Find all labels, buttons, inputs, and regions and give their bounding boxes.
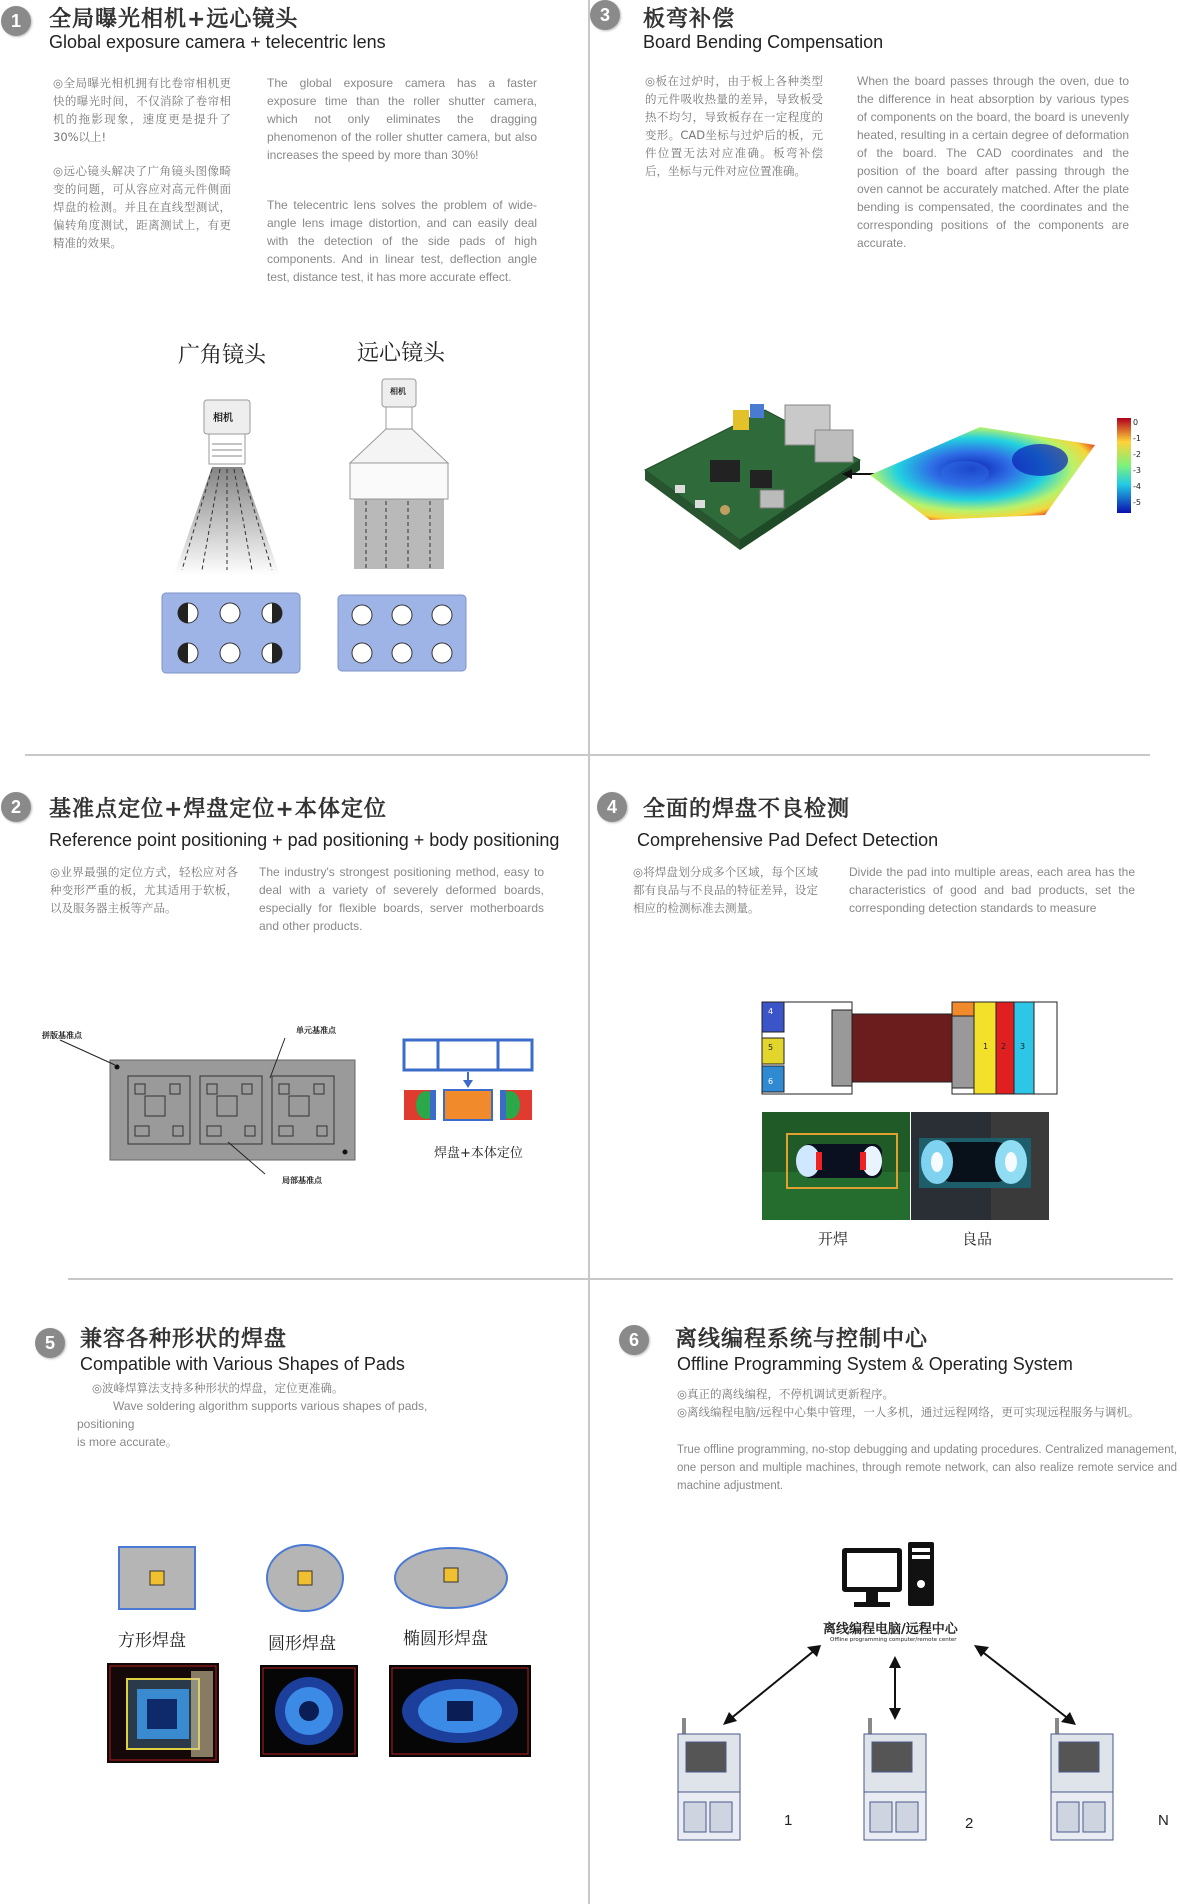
camera-label-wide: 相机 <box>213 413 233 424</box>
remote-center-sublabel: Offline programming computer/remote center <box>830 1637 957 1643</box>
wide-angle-lens-label: 广角镜头 <box>178 343 267 368</box>
open-solder-inspection-image <box>762 1112 910 1220</box>
remote-center-label: 离线编程电脑/远程中心 <box>823 1622 958 1637</box>
wide-angle-camera-diagram <box>150 395 310 675</box>
section-5-title-zh: 兼容各种形状的焊盘 <box>80 1327 288 1352</box>
section-3-title-zh: 板弯补偿 <box>643 7 736 32</box>
section-3-zh-paragraph: ◎板在过炉时，由于板上各种类型的元件吸收热量的差异，导致板受热不均匀，导致板存在一定程度的变形。CAD坐标与过炉后的板，元件位置无法对应准确。板弯补偿后，坐标与元件对应位置准确。 <box>645 74 823 178</box>
aoi-machine-2 <box>860 1718 930 1843</box>
square-pad-shape <box>118 1546 198 1612</box>
telecentric-lens-label: 远心镜头 <box>357 341 446 366</box>
pad-area-6: 6 <box>768 1077 774 1086</box>
pad-body-positioning-label: 焊盘+本体定位 <box>434 1146 523 1161</box>
section-2-en-paragraph: The industry's strongest positioning method, easy to deal with a variety of severely deformed boards, especially for flexible boards, server motherboards and other products. <box>259 865 544 933</box>
horizontal-divider-2 <box>68 1278 1173 1280</box>
vertical-divider <box>588 0 590 1904</box>
computer-icon <box>840 1540 940 1620</box>
section-4-title-en: Comprehensive Pad Defect Detection <box>637 830 939 850</box>
pad-body-positioning-diagram <box>402 1038 537 1128</box>
section-6-title-en: Offline Programming System & Operating System <box>677 1354 1073 1374</box>
section-1-en-paragraph-2: The telecentric lens solves the problem of wide-angle lens image distortion, and can easily deal with the detection of the side pads of high components. And in linear test, deflection angle test, distance test, it has more accurate effect. <box>267 198 537 284</box>
section-5-title-en: Compatible with Various Shapes of Pads <box>80 1354 405 1374</box>
section-1-en-paragraph-1: The global exposure camera has a faster exposure time than the roller shutter camera, which not only eliminates the dragging phenomenon of the roller shutter camera, but also increases the speed by more than 30%! <box>267 76 537 162</box>
section-1-title-zh: 全局曝光相机+远心镜头 <box>49 7 299 32</box>
scale-tick-5: -5 <box>1133 498 1141 507</box>
round-pad-inspection-image <box>260 1665 358 1757</box>
section-3-title-en: Board Bending Compensation <box>643 32 884 52</box>
section-6-number: 6 <box>619 1325 649 1355</box>
fiducial-board-diagram <box>35 1030 365 1190</box>
scale-tick-1: -1 <box>1133 434 1141 443</box>
oval-pad-inspection-image <box>389 1665 531 1757</box>
section-3-en-paragraph: When the board passes through the oven, due to the difference in heat absorption by various types of components on the board, the board is unevenly heated, resulting in a certain degree of deformation of the board. The CAD coordinates and the position of the board after passing through the oven cannot be accurately matched. After the plate bending is compensated, the coordinates and the corresponding positions of the components are accurate. <box>857 74 1129 250</box>
pcb-board-image <box>635 390 865 560</box>
open-solder-label: 开焊 <box>818 1230 849 1248</box>
good-solder-inspection-image <box>911 1112 1049 1220</box>
section-5-number: 5 <box>35 1328 65 1358</box>
deformation-color-scale <box>1117 418 1131 513</box>
section-4-title-zh: 全面的焊盘不良检测 <box>643 797 851 822</box>
oval-pad-shape <box>392 1546 510 1612</box>
pad-area-1: 1 <box>983 1042 989 1051</box>
section-2-zh-paragraph: ◎业界最强的定位方式，轻松应对各种变形严重的板，尤其适用于软板，以及服务器主板等产品。 <box>50 865 238 915</box>
section-5-en-line-2: positioning <box>77 1417 135 1431</box>
section-4-en-paragraph: Divide the pad into multiple areas, each area has the characteristics of good and bad products, set the corresponding detection standards to measure <box>849 865 1135 915</box>
oval-pad-label: 椭圆形焊盘 <box>403 1629 488 1649</box>
round-pad-shape <box>265 1544 345 1614</box>
machine-2-label: 2 <box>965 1815 974 1832</box>
scale-tick-4: -4 <box>1133 482 1141 491</box>
section-2-title-en: Reference point positioning + pad positioning + body positioning <box>49 830 560 850</box>
section-5-en-line-3: is more accurate。 <box>77 1435 178 1449</box>
good-product-label: 良品 <box>962 1230 993 1248</box>
aoi-machine-1 <box>674 1718 744 1843</box>
section-1-zh-paragraph-1: ◎全局曝光相机拥有比卷帘相机更快的曝光时间，不仅消除了卷帘相机的拖影现象，速度更是提升了30%以上! <box>53 76 231 144</box>
scale-tick-3: -3 <box>1133 466 1141 475</box>
pad-area-2: 2 <box>1001 1042 1007 1051</box>
section-3-number: 3 <box>590 0 620 30</box>
section-4-zh-paragraph: ◎将焊盘划分成多个区域，每个区域都有良品与不良品的特征差异，设定相应的检测标准去测量。 <box>633 865 818 915</box>
section-2-number: 2 <box>1 792 31 822</box>
telecentric-camera-diagram <box>330 375 490 665</box>
section-1-zh-paragraph-2: ◎远心镜头解决了广角镜头图像畸变的问题，可从容应对高元件侧面焊盘的检测。并且在直线型测试，偏转角度测试，距离测试上，有更精准的效果。 <box>53 164 231 250</box>
pad-area-3: 3 <box>1020 1042 1026 1051</box>
round-pad-label: 圆形焊盘 <box>268 1634 336 1654</box>
section-1-number: 1 <box>1 6 31 36</box>
pad-area-5: 5 <box>768 1043 774 1052</box>
panel-fiducial-label: 拼版基准点 <box>42 1031 82 1040</box>
scale-tick-2: -2 <box>1133 450 1141 459</box>
aoi-machine-n <box>1047 1718 1117 1843</box>
section-6-title-zh: 离线编程系统与控制中心 <box>675 1327 929 1352</box>
section-6-zh-line-2: ◎离线编程电脑/远程中心集中管理，一人多机，通过远程网络，更可实现远程服务与调机。 <box>677 1405 1140 1419</box>
unit-fiducial-label: 单元基准点 <box>296 1026 336 1035</box>
square-pad-inspection-image <box>107 1663 219 1763</box>
horizontal-divider-1 <box>25 754 1150 756</box>
machine-n-label: N <box>1158 1812 1169 1829</box>
pad-area-diagram <box>762 1000 1057 1100</box>
camera-label-tele: 相机 <box>390 387 406 396</box>
section-1-title-en: Global exposure camera + telecentric lens <box>49 32 386 52</box>
square-pad-label: 方形焊盘 <box>118 1631 186 1651</box>
section-6-en-paragraph: True offline programming, no-stop debugging and updating procedures. Centralized management, one person and multiple machines, through remote network, can also realize remote service and machine adjustment. <box>677 1444 1177 1492</box>
section-2-title-zh: 基准点定位+焊盘定位+本体定位 <box>49 797 387 822</box>
section-4-number: 4 <box>597 792 627 822</box>
section-6-zh-line-1: ◎真正的离线编程，不停机调试更新程序。 <box>677 1387 895 1401</box>
section-5-zh-paragraph: ◎波峰焊算法支持多种形状的焊盘，定位更准确。 <box>92 1381 344 1395</box>
pad-area-4: 4 <box>768 1007 774 1016</box>
board-deformation-heatmap <box>870 415 1100 525</box>
machine-1-label: 1 <box>784 1812 793 1829</box>
section-5-en-line-1: Wave soldering algorithm supports various shapes of pads, <box>113 1399 428 1413</box>
local-fiducial-label: 局部基准点 <box>282 1176 322 1185</box>
scale-tick-0: 0 <box>1133 418 1139 427</box>
